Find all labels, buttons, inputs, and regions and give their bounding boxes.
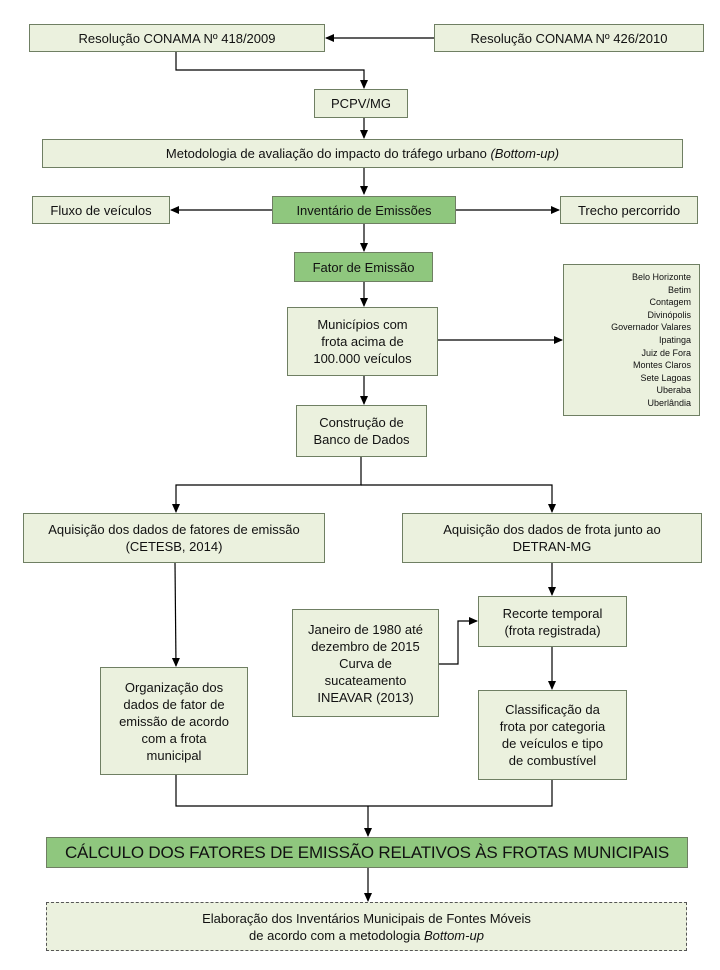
construcao-banco-label: Construção de Banco de Dados (313, 415, 410, 447)
municipios-box (287, 307, 438, 376)
elaboracao-inventarios-box (46, 902, 687, 951)
city-item: Divinópolis (647, 309, 691, 320)
metodologia-box (42, 139, 683, 168)
recorte-temporal-label: Recorte temporal (frota registrada) (502, 605, 603, 638)
city-item: Governador Valares (611, 322, 691, 333)
city-item: Contagem (649, 297, 691, 308)
city-item: Uberlândia (647, 397, 691, 408)
municipios-list (563, 264, 700, 416)
city-item: Sete Lagoas (640, 372, 691, 383)
fator-emissao-label: Fator de Emissão (312, 259, 415, 275)
periodo-curva-label: Janeiro de 1980 até dezembro de 2015 Curva de sucateamento INEAVAR (2013) (308, 621, 423, 705)
recorte-temporal-box (478, 596, 627, 647)
city-item: Belo Horizonte (631, 272, 691, 282)
calculo-fatores-label: CÁLCULO DOS FATORES DE EMISSÃO RELATIVOS ÀS FROTAS MUNICIPAIS (64, 843, 670, 862)
metodologia-text: Metodologia de avaliação do impacto do tráfego urbano (165, 146, 487, 161)
trecho-percorrido-label: Trecho percorrido (577, 202, 681, 218)
elaboracao-line1: Elaboração dos Inventários Municipais de Fontes Móveis (202, 910, 531, 926)
inventario-emissoes-box (272, 196, 456, 224)
classificacao-frota-box (478, 690, 627, 780)
elaboracao-line2-wrap (249, 927, 484, 944)
aquisicao-frota-label: Aquisição dos dados de frota junto ao DETRAN-MG (443, 522, 661, 554)
organizacao-dados-box (100, 667, 248, 775)
aquisicao-fatores-box (23, 513, 325, 563)
city-item: Betim (667, 284, 691, 295)
resolucao-426-label: Resolução CONAMA Nº 426/2010 (470, 30, 668, 46)
classificacao-frota-label: Classificação da frota por categoria de veículos e tipo de combustível (499, 702, 606, 768)
city-item: Montes Claros (632, 360, 691, 371)
trecho-percorrido-box (560, 196, 698, 224)
fator-emissao-box (294, 252, 433, 282)
elaboracao-italic: Bottom-up (423, 927, 484, 943)
resolucao-418-box (29, 24, 325, 52)
construcao-banco-box (296, 405, 427, 457)
city-item: Juiz de Fora (641, 347, 691, 358)
inventario-emissoes-label: Inventário de Emissões (296, 202, 432, 218)
aquisicao-frota-box (402, 513, 702, 563)
organizacao-dados-label: Organização dos dados de fator de emissão de acordo com a frota municipal (119, 679, 229, 763)
calculo-fatores-box (46, 837, 688, 868)
aquisicao-fatores-label: Aquisição dos dados de fatores de emissão (CETESB, 2014) (48, 522, 300, 554)
metodologia-italic: (Bottom-up) (490, 146, 560, 161)
resolucao-418-label: Resolução CONAMA Nº 418/2009 (78, 30, 276, 46)
fluxo-veiculos-label: Fluxo de veículos (50, 202, 152, 218)
metodologia-label (166, 145, 559, 162)
resolucao-426-box (434, 24, 704, 52)
elaboracao-line2: de acordo com a metodologia (249, 927, 421, 943)
pcpv-box (314, 89, 408, 118)
city-item: Ipatinga (658, 334, 691, 345)
fluxo-veiculos-box (32, 196, 170, 224)
periodo-curva-box (292, 609, 439, 717)
municipios-label: Municípios com frota acima de 100.000 veículos (313, 317, 412, 366)
pcpv-label: PCPV/MG (331, 96, 391, 111)
city-item: Uberaba (656, 385, 691, 396)
